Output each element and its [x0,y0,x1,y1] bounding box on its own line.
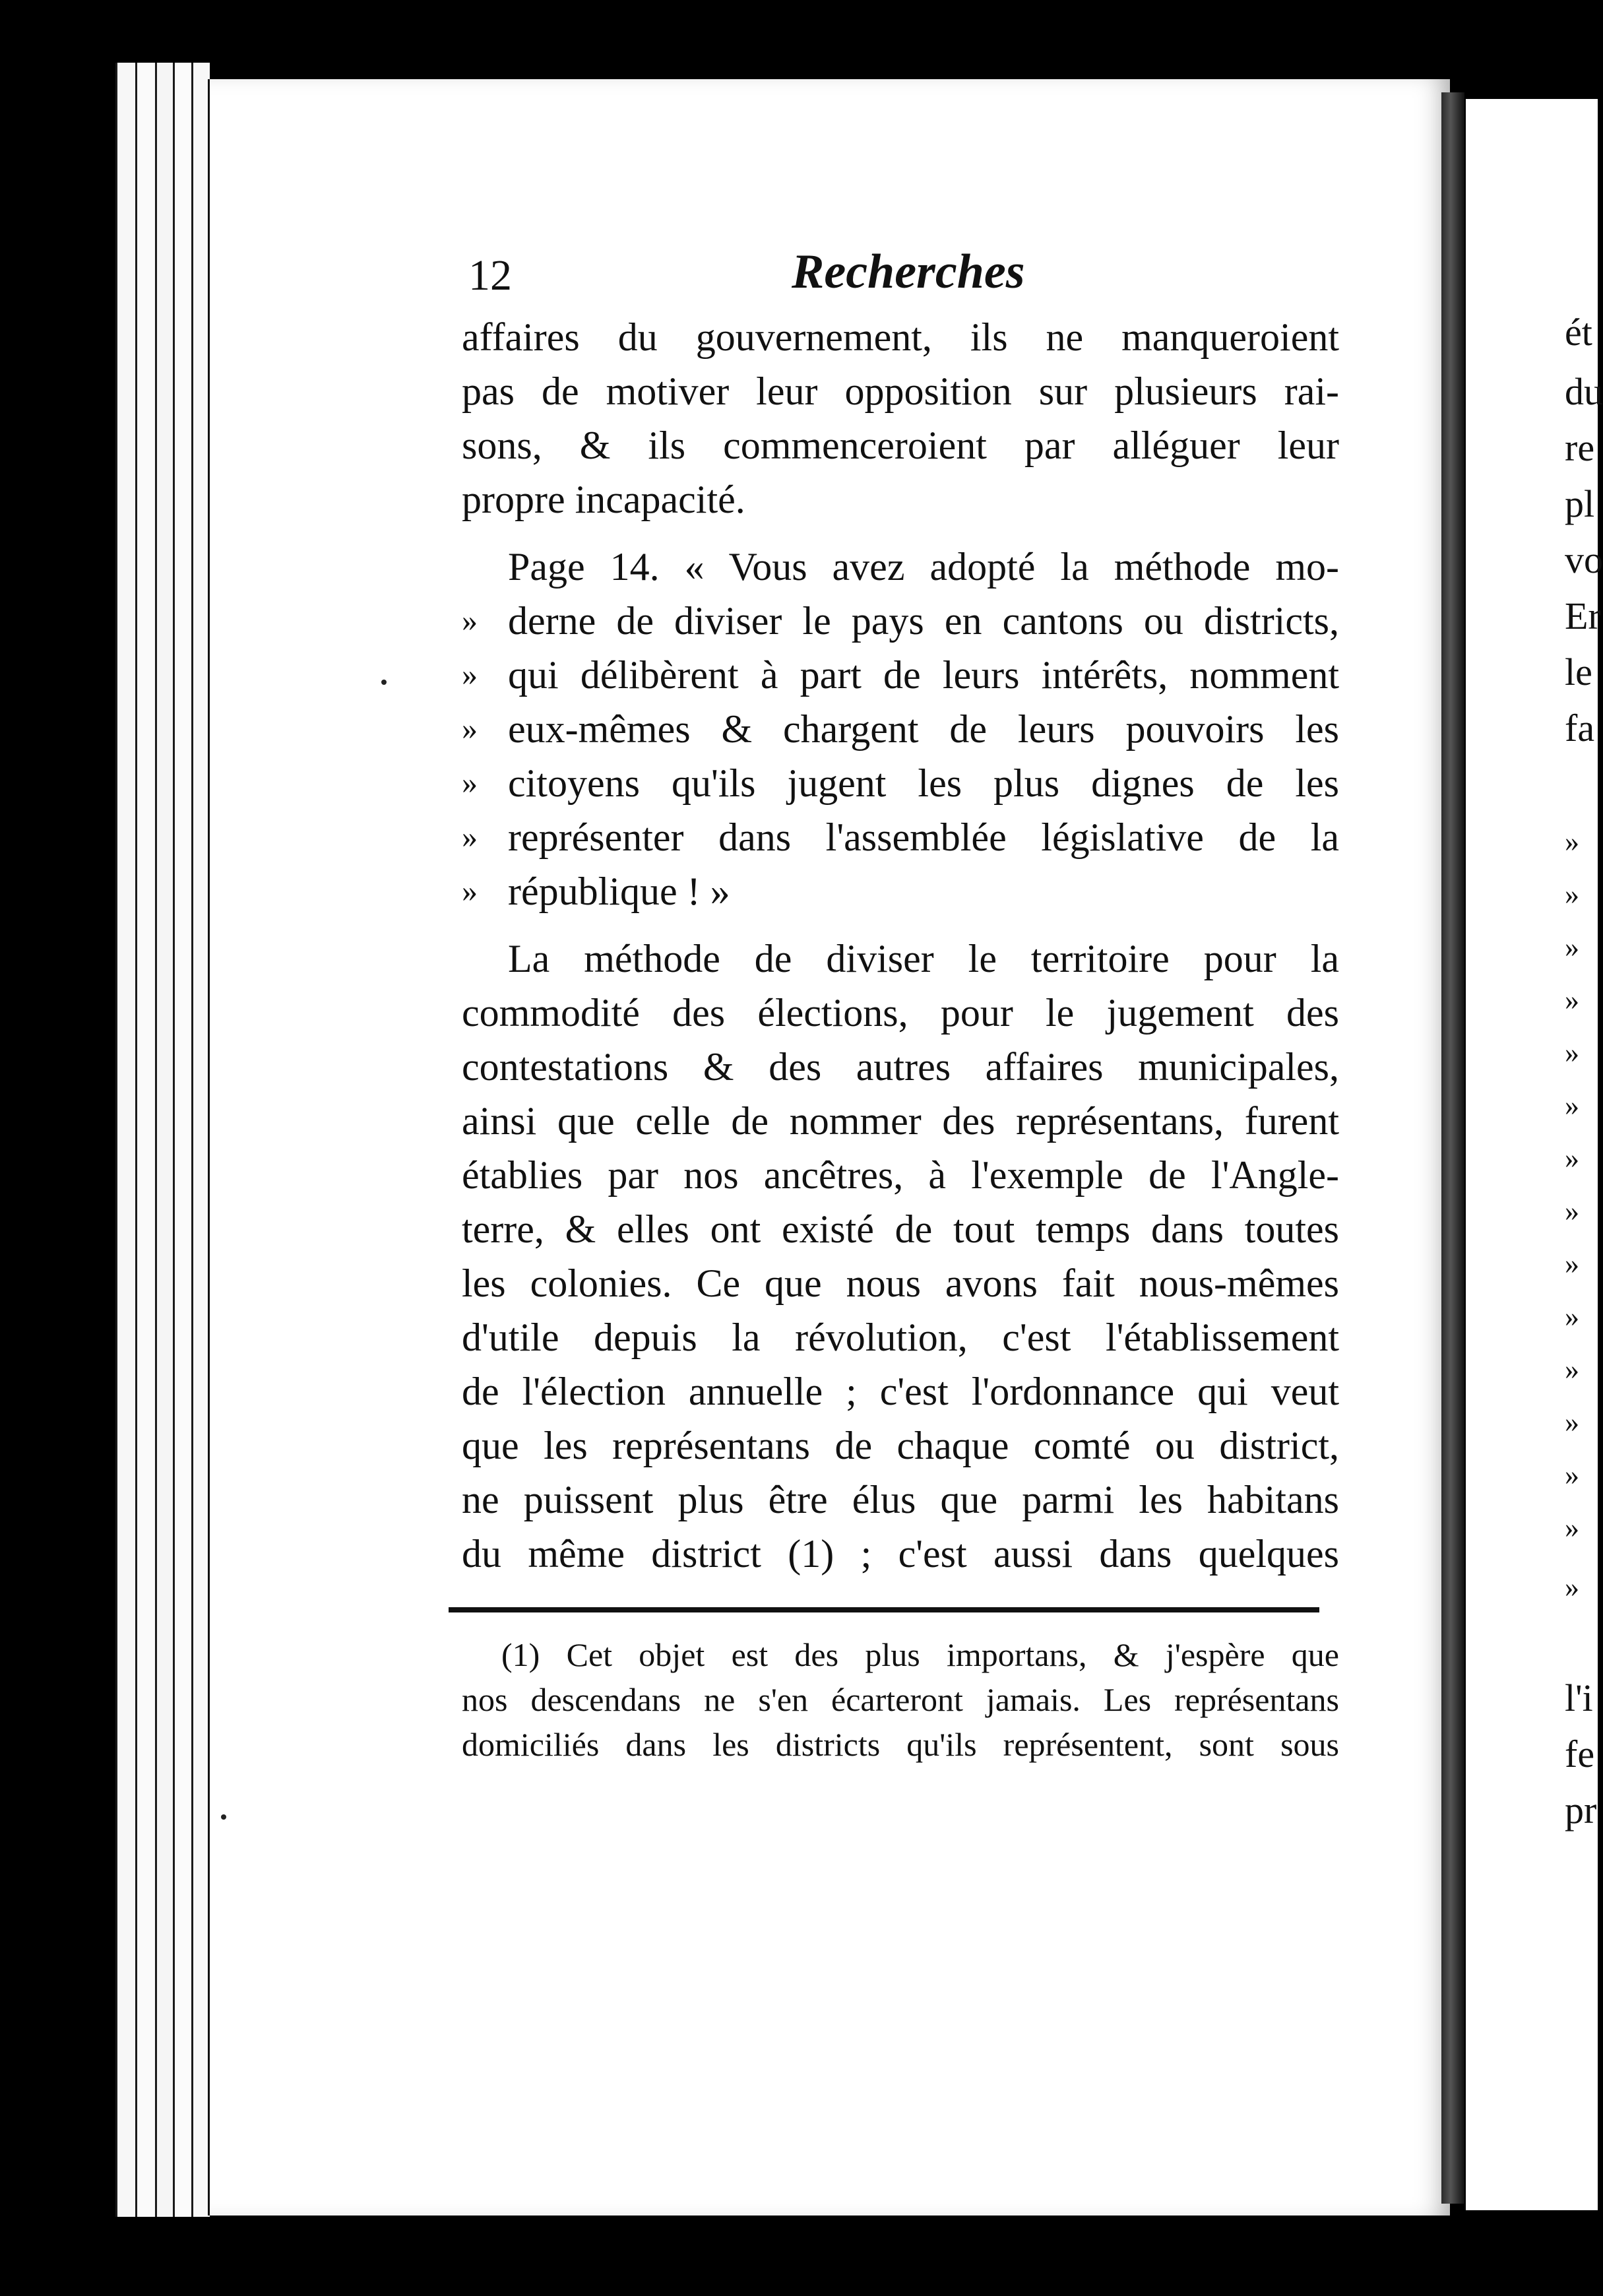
facing-page-text-fragment: » [1565,1142,1579,1174]
facing-page-text-fragment: fa [1565,707,1595,749]
text-line: que les représentans de chaque comté ou district, [462,1424,1339,1467]
book-gutter [1441,92,1464,2204]
facing-page-text-fragment: » [1565,931,1579,963]
footnote-line: domiciliés dans les districts qu'ils représentent, sont sous [462,1726,1339,1763]
quote-mark: » [462,765,478,800]
facing-page-text-fragment: » [1565,825,1579,858]
facing-page-text-fragment: pl [1565,482,1595,525]
facing-page-text-fragment: » [1565,1571,1579,1603]
paper-speck [381,680,387,685]
facing-page-text-fragment: le [1565,651,1592,693]
body-paragraph [462,932,1339,1581]
facing-page-text-fragment: » [1565,1248,1579,1280]
text-line: établies par nos ancêtres, à l'exemple de l'Angle- [462,1153,1339,1197]
page-text [462,245,1339,1767]
paper-speck [221,1814,226,1820]
text-line: affaires du gouvernement, ils ne manqueroient [462,315,1339,359]
facing-page-text-fragment: » [1565,1036,1579,1069]
text-line: les colonies. Ce que nous avons fait nous-mêmes [462,1261,1339,1305]
quote-line: » eux-mêmes & chargent de leurs pouvoirs les [462,702,1339,756]
quote-line: » qui délibèrent à part de leurs intérêts, nomment [462,648,1339,702]
text-line: sons, & ils commenceroient par alléguer leur [462,424,1339,467]
facing-page-text-fragment: » [1565,1353,1579,1386]
facing-page-text-fragment: » [1565,1089,1579,1122]
page-number: 12 [468,251,512,300]
facing-page-text-fragment: du [1565,370,1603,413]
body-paragraph [462,310,1339,526]
quote-mark: » [462,657,478,692]
facing-page-text-fragment: » [1565,1512,1579,1544]
facing-page-text-fragment: » [1565,984,1579,1016]
text-line: du même district (1) ; c'est aussi dans quelques [462,1532,1339,1576]
running-head: Recherches [792,245,1025,299]
facing-page-text-fragment: vo [1565,538,1603,581]
text-line: commodité des élections, pour le jugement des [462,991,1339,1035]
facing-page-text-fragment: » [1565,1195,1579,1227]
facing-page-text-fragment: Er [1565,594,1601,637]
facing-page-text-fragment: ét [1565,311,1592,354]
text-line: d'utile depuis la révolution, c'est l'établissement [462,1316,1339,1359]
quote-line: » derne de diviser le pays en cantons ou districts, [462,594,1339,648]
facing-page-text-fragment: » [1565,1406,1579,1438]
quote-intro: Page 14. « Vous avez adopté la méthode mo- [508,545,1339,589]
footnote-line: nos descendans ne s'en écarteront jamais. Les représentans [462,1681,1339,1718]
quotation-block [462,540,1339,918]
text-line: La méthode de diviser le territoire pour la [508,937,1339,980]
footnote-line: (1) Cet objet est des plus importans, & j'espère que [501,1636,1339,1673]
facing-page-text-fragment: l'i [1565,1676,1593,1719]
text-line: terre, & elles ont existé de tout temps dans toutes [462,1207,1339,1251]
text-line: pas de motiver leur opposition sur plusieurs rai- [462,369,1339,413]
quote-mark: » [462,711,478,746]
facing-page-text-fragment: pr [1565,1789,1597,1832]
text-line: de l'élection annuelle ; c'est l'ordonnance qui veut [462,1370,1339,1413]
facing-page-fragment [1466,99,1603,2210]
text-line: propre incapacité. [462,478,745,521]
text-line: ainsi que celle de nommer des représentans, furent [462,1099,1339,1143]
text-line: contestations & des autres affaires municipales, [462,1045,1339,1089]
quote-mark: » [462,603,478,638]
quote-mark: » [462,874,478,909]
text-line: ne puissent plus être élus que parmi les habitans [462,1478,1339,1521]
quote-line: » citoyens qu'ils jugent les plus dignes de les [462,756,1339,810]
footnote [462,1632,1339,1767]
facing-page-text-fragment: re [1565,426,1595,469]
quote-line: » représenter dans l'assemblée législative de la [462,810,1339,864]
quote-mark: » [462,819,478,854]
page-edge [191,63,210,2217]
footnote-rule [449,1607,1319,1612]
facing-page-text-fragment: » [1565,1300,1579,1333]
facing-page-text-fragment: » [1565,878,1579,910]
facing-page-text-fragment: » [1565,1459,1579,1491]
page-header [462,245,1339,310]
facing-page-text-fragment: fe [1565,1733,1595,1775]
quote-line: » république ! » [462,864,1339,918]
